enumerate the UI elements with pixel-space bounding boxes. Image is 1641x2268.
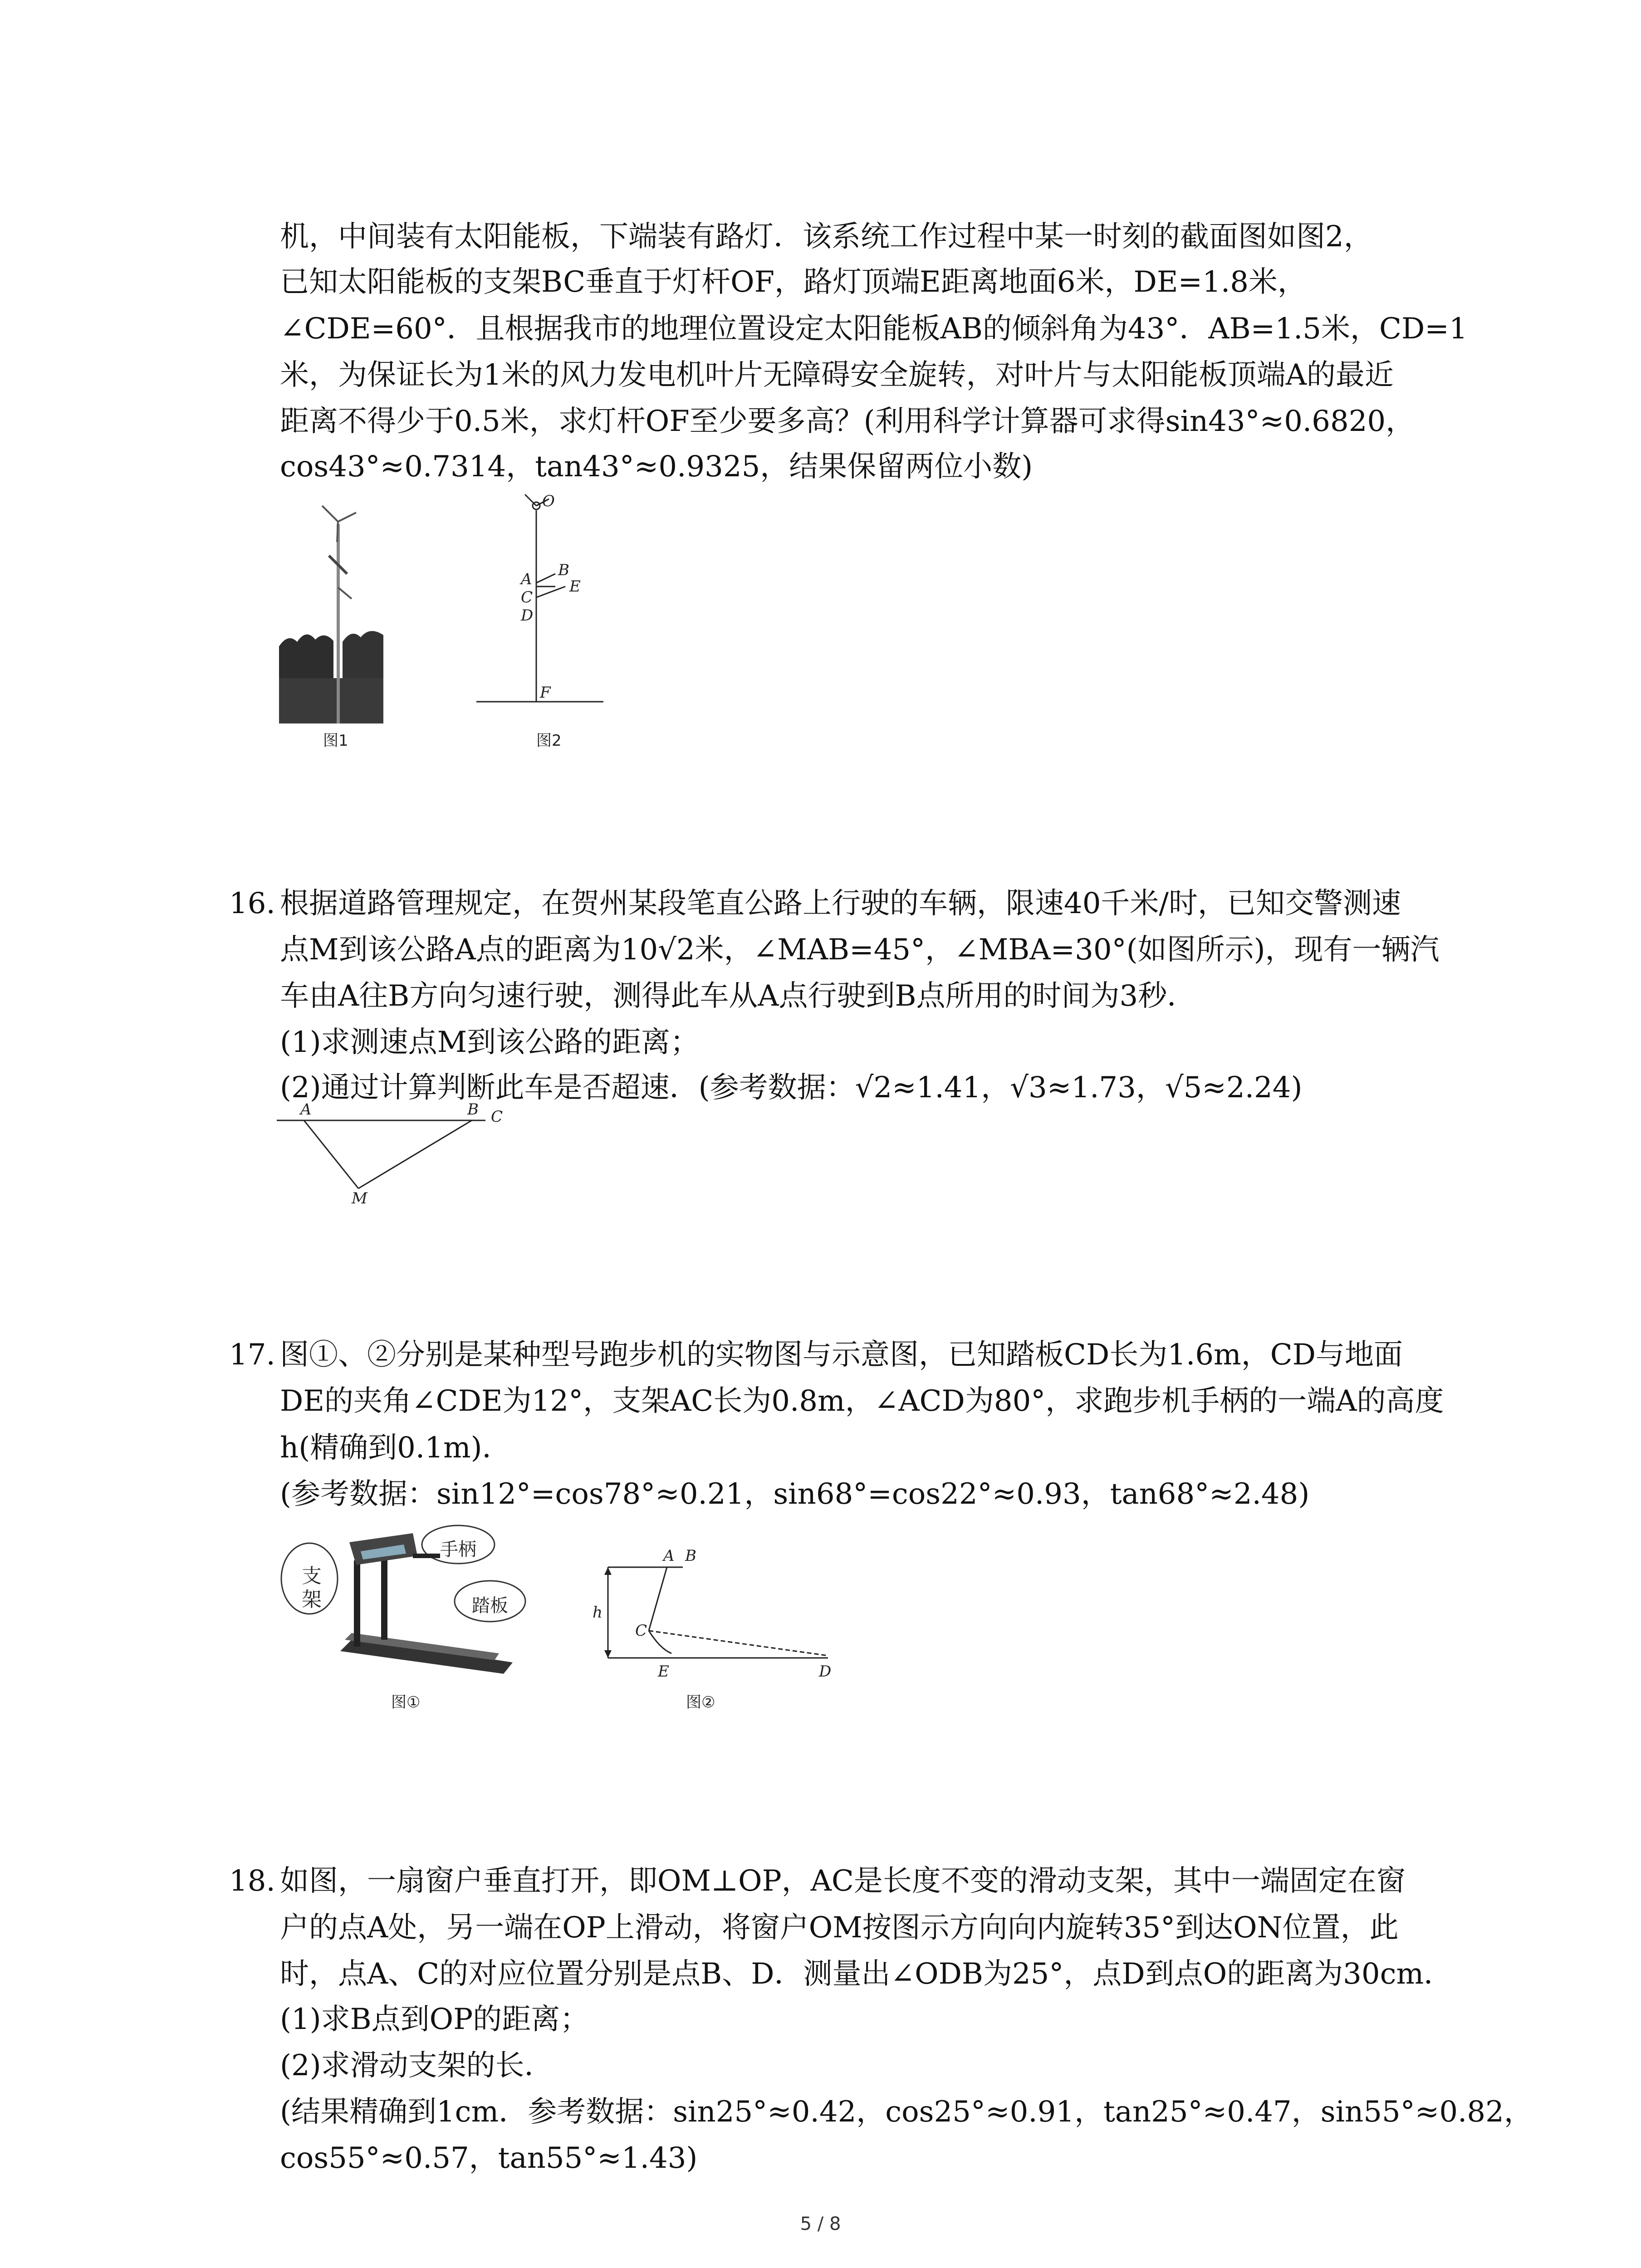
q15-fig2-label-b: B bbox=[558, 561, 569, 579]
q17-fig2-label-c: C bbox=[635, 1622, 647, 1640]
q16-label-m: M bbox=[352, 1189, 367, 1207]
q18-line-4: (1)求B点到OP的距离； bbox=[280, 2003, 589, 2036]
q17-fig2-diagram bbox=[581, 1542, 835, 1692]
q17-number: 17. bbox=[229, 1338, 275, 1372]
q16-number: 16. bbox=[229, 887, 275, 920]
q17-bubble-support-1: 支 bbox=[302, 1564, 322, 1588]
q18-line-5: (2)求滑动支架的长． bbox=[280, 2049, 554, 2082]
q15-fig1-caption: 图1 bbox=[323, 732, 348, 750]
q17-fig2-label-a: A bbox=[663, 1547, 675, 1565]
q16-label-b: B bbox=[467, 1100, 479, 1119]
q15-line-2: 已知太阳能板的支架BC垂直于灯杆OF，路灯顶端E距离地面6米，DE=1.8米， bbox=[280, 265, 1307, 299]
q17-fig2-label-h: h bbox=[593, 1603, 603, 1622]
q17-line-2: DE的夹角∠CDE为12°，支架AC长为0.8m，∠ACD为80°，求跑步机手柄的一端A的高度 bbox=[280, 1384, 1444, 1418]
q15-line-3: ∠CDE=60°．且根据我市的地理位置设定太阳能板AB的倾斜角为43°．AB=1.5米，CD=1 bbox=[280, 312, 1468, 346]
q17-fig2-label-e: E bbox=[658, 1662, 669, 1681]
q17-fig1-caption: 图① bbox=[391, 1693, 421, 1711]
q16-line-1: 根据道路管理规定，在贺州某段笔直公路上行驶的车辆，限速40千米/时，已知交警测速 bbox=[280, 887, 1401, 920]
q17-fig2-label-d: D bbox=[819, 1662, 832, 1681]
q16-label-c: C bbox=[491, 1108, 503, 1126]
q15-fig2-label-c: C bbox=[521, 588, 533, 606]
q18-line-2: 户的点A处，另一端在OP上滑动，将窗户OM按图示方向向内旋转35°到达ON位置，此 bbox=[280, 1911, 1399, 1945]
q15-fig1-photo bbox=[279, 497, 383, 723]
q16-label-a: A bbox=[300, 1100, 312, 1119]
q16-line-5: (2)通过计算判断此车是否超速．(参考数据：√2≈1.41，√3≈1.73，√5≈2.24) bbox=[280, 1071, 1303, 1105]
page-number: 5 / 8 bbox=[800, 2214, 841, 2234]
q17-fig2-caption: 图② bbox=[686, 1693, 715, 1711]
q17-line-4: (参考数据：sin12°=cos78°≈0.21，sin68°=cos22°≈0.93，tan68°≈2.48) bbox=[280, 1477, 1310, 1511]
q17-line-1: 图①、②分别是某种型号跑步机的实物图与示意图，已知踏板CD长为1.6m，CD与地面 bbox=[280, 1338, 1403, 1372]
q15-line-4: 米，为保证长为1米的风力发电机叶片无障碍安全旋转，对叶片与太阳能板顶端A的最近 bbox=[280, 358, 1394, 392]
q18-line-6: (结果精确到1cm．参考数据：sin25°≈0.42，cos25°≈0.91，tan25°≈0.47，sin55°≈0.82， bbox=[280, 2095, 1533, 2129]
q18-line-1: 如图，一扇窗户垂直打开，即OM⊥OP，AC是长度不变的滑动支架，其中一端固定在窗 bbox=[280, 1864, 1406, 1898]
q15-fig2-label-d: D bbox=[521, 606, 534, 625]
q17-fig2-label-b: B bbox=[685, 1547, 696, 1565]
q15-fig2-label-e: E bbox=[569, 577, 581, 596]
q16-line-3: 车由A往B方向匀速行驶，测得此车从A点行驶到B点所用的时间为3秒． bbox=[280, 979, 1196, 1013]
q18-line-7: cos55°≈0.57，tan55°≈1.43) bbox=[280, 2141, 698, 2175]
q15-fig2-diagram bbox=[467, 492, 612, 714]
q15-fig2-label-f: F bbox=[540, 684, 551, 702]
q15-fig2-caption: 图2 bbox=[536, 732, 562, 750]
q17-bubble-pedal: 踏板 bbox=[472, 1595, 508, 1616]
q17-bubble-handle: 手柄 bbox=[440, 1539, 476, 1560]
q15-line-1: 机，中间装有太阳能板，下端装有路灯．该系统工作过程中某一时刻的截面图如图2， bbox=[280, 220, 1373, 254]
q16-line-2: 点M到该公路A点的距离为10√2米，∠MAB=45°，∠MBA=30°(如图所示)，现有一辆汽 bbox=[280, 933, 1440, 967]
q15-line-6: cos43°≈0.7314，tan43°≈0.9325，结果保留两位小数) bbox=[280, 450, 1033, 484]
q15-fig2-label-a: A bbox=[521, 570, 532, 588]
q16-fig-diagram bbox=[277, 1102, 531, 1207]
q16-line-4: (1)求测速点M到该公路的距离； bbox=[280, 1026, 700, 1059]
q17-fig1-treadmill bbox=[277, 1524, 531, 1687]
q18-line-3: 时，点A、C的对应位置分别是点B、D．测量出∠ODB为25°，点D到点O的距离为30cm． bbox=[280, 1957, 1453, 1991]
q18-number: 18. bbox=[229, 1864, 275, 1898]
q15-fig2-label-o: O bbox=[542, 492, 555, 510]
q17-bubble-support-2: 架 bbox=[302, 1588, 322, 1611]
q17-line-3: h(精确到0.1m)． bbox=[280, 1431, 511, 1465]
q15-line-5: 距离不得少于0.5米，求灯杆OF至少要多高？(利用科学计算器可求得sin43°≈0.6820， bbox=[280, 405, 1415, 438]
